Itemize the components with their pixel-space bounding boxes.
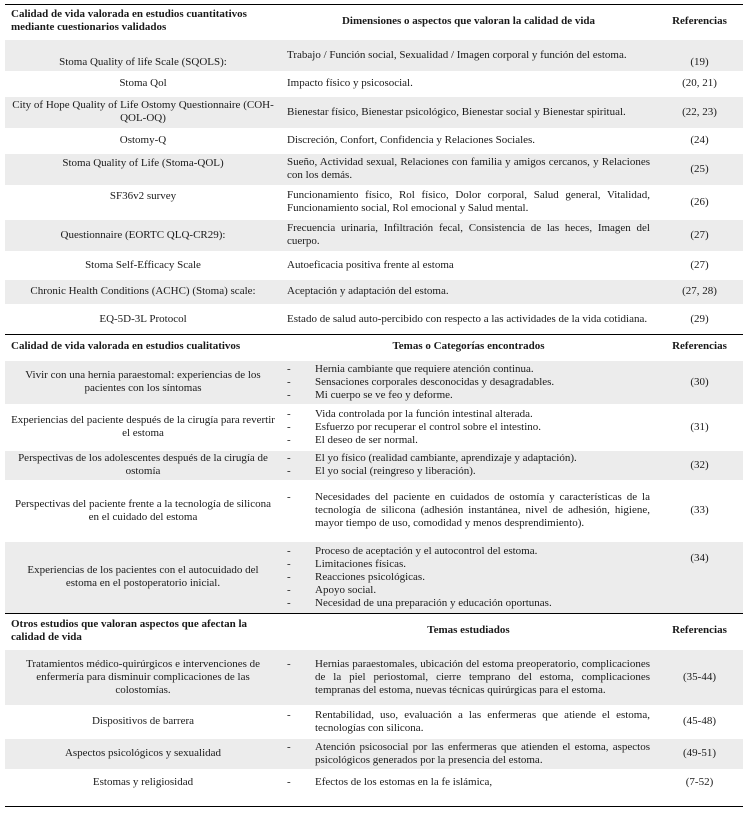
- section2-header: [5, 335, 743, 360]
- row-name: Chronic Health Conditions (ACHC) (Stoma) scale:: [5, 279, 281, 305]
- table-row: [5, 186, 743, 219]
- list-item: - Sensaciones corporales desconocidas y desagradables.: [287, 376, 650, 389]
- table-row: [5, 706, 743, 738]
- row-ref: (27, 28): [656, 279, 743, 305]
- row-items: [281, 450, 656, 481]
- row-name: Stoma Quality of life Scale (SQOLS):: [5, 39, 281, 72]
- row-name: Aspectos psicológicos y sexualidad: [5, 738, 281, 770]
- table-row: [5, 72, 743, 96]
- row-desc: Discreción, Confort, Confidencia y Relaciones Sociales.: [281, 129, 656, 153]
- row-items: [281, 706, 656, 738]
- row-desc: Impacto físico y psicosocial.: [281, 72, 656, 96]
- row-ref: (26): [656, 186, 743, 219]
- table-row: [5, 219, 743, 252]
- row-desc: Trabajo / Función social, Sexualidad / Imagen corporal y función del estoma.: [281, 39, 656, 72]
- section1-header-col1: Calidad de vida valorada en estudios cuantitativos mediante cuestionarios validados: [5, 5, 281, 39]
- table-row: [5, 96, 743, 129]
- list-item: - Reacciones psicológicas.: [287, 571, 650, 584]
- section1-header-col2: Dimensiones o aspectos que valoran la calidad de vida: [281, 5, 656, 39]
- row-items: [281, 541, 656, 614]
- row-ref: (45-48): [656, 706, 743, 738]
- row-desc: Frecuencia urinaria, Infiltración fecal, Consistencia de las heces, Imagen del cuerpo.: [281, 219, 656, 252]
- row-name: Dispositivos de barrera: [5, 706, 281, 738]
- row-name: SF36v2 survey: [5, 186, 281, 219]
- table-row: [5, 481, 743, 541]
- list-item: - Atención psicosocial por las enfermeras que atienden el estoma, aspectos psicológicos generados por la presencia del estoma.: [287, 741, 650, 767]
- row-name: Ostomy-Q: [5, 129, 281, 153]
- section2-header-col3: Referencias: [656, 335, 743, 360]
- row-name: Experiencias del paciente después de la cirugía para revertir el estoma: [5, 405, 281, 450]
- section3-header: [5, 614, 743, 649]
- list-item: - Limitaciones físicas.: [287, 558, 650, 571]
- row-items: [281, 649, 656, 706]
- row-ref: (19): [656, 39, 743, 72]
- list-item: - Proceso de aceptación y el autocontrol del estoma.: [287, 545, 650, 558]
- list-item: - El yo social (reingreso y liberación).: [287, 465, 650, 478]
- row-items: [281, 770, 656, 794]
- row-name: City of Hope Quality of Life Ostomy Questionnaire (COH-QOL-OQ): [5, 96, 281, 129]
- list-item: - Hernia cambiante que requiere atención continua.: [287, 363, 650, 376]
- row-ref: (27): [656, 252, 743, 279]
- row-name: EQ-5D-3L Protocol: [5, 305, 281, 335]
- row-items: [281, 738, 656, 770]
- row-desc: Autoeficacia positiva frente al estoma: [281, 252, 656, 279]
- list-item: - Vida controlada por la función intestinal alterada.: [287, 408, 650, 421]
- row-ref: (30): [656, 360, 743, 405]
- section1-header: [5, 5, 743, 39]
- row-name: Questionnaire (EORTC QLQ-CR29):: [5, 219, 281, 252]
- list-item: - Hernias paraestomales, ubicación del estoma preoperatorio, complicaciones de la piel periostomal, cierre temprano del estoma, complicaciones tempranas del estoma, nuevas técnicas quirúrgicas para el estoma.: [287, 658, 650, 697]
- table-row: [5, 770, 743, 794]
- row-name: Experiencias de los pacientes con el autocuidado del estoma en el postoperatorio inicial.: [5, 541, 281, 614]
- row-ref: (20, 21): [656, 72, 743, 96]
- table-row: [5, 405, 743, 450]
- row-ref: (24): [656, 129, 743, 153]
- row-name: Stoma Qol: [5, 72, 281, 96]
- row-name: Vivir con una hernia paraestomal: experiencias de los pacientes con los síntomas: [5, 360, 281, 405]
- row-items: [281, 481, 656, 541]
- table-row: [5, 360, 743, 405]
- table-row: [5, 649, 743, 706]
- section3-header-col1: Otros estudios que valoran aspectos que afectan la calidad de vida: [5, 614, 281, 649]
- row-desc: Bienestar físico, Bienestar psicológico, Bienestar social y Bienestar spiritual.: [281, 96, 656, 129]
- row-ref: (34): [656, 541, 743, 614]
- row-desc: Sueño, Actividad sexual, Relaciones con familia y amigos cercanos, y Relaciones con los demás.: [281, 153, 656, 186]
- row-ref: (49-51): [656, 738, 743, 770]
- row-ref: (7-52): [656, 770, 743, 794]
- row-desc: Funcionamiento físico, Rol físico, Dolor corporal, Salud general, Vitalidad, Funcionamiento social, Rol emocional y Salud mental.: [281, 186, 656, 219]
- row-items: [281, 360, 656, 405]
- list-item: - El deseo de ser normal.: [287, 434, 650, 447]
- row-ref: (33): [656, 481, 743, 541]
- table-row: [5, 252, 743, 279]
- table-row: [5, 279, 743, 305]
- row-ref: (25): [656, 153, 743, 186]
- row-desc: Aceptación y adaptación del estoma.: [281, 279, 656, 305]
- row-name: Estomas y religiosidad: [5, 770, 281, 794]
- row-name: Perspectivas del paciente frente a la tecnología de silicona en el cuidado del estoma: [5, 481, 281, 541]
- row-items: [281, 405, 656, 450]
- row-ref: (35-44): [656, 649, 743, 706]
- section3-header-col2: Temas estudiados: [281, 614, 656, 649]
- list-item: - Mi cuerpo se ve feo y deforme.: [287, 389, 650, 402]
- list-item: - Rentabilidad, uso, evaluación a las enfermeras que atiende el estoma, tecnologías con silicona.: [287, 709, 650, 735]
- table-row: [5, 305, 743, 335]
- row-ref: (29): [656, 305, 743, 335]
- table-row: [5, 153, 743, 186]
- table-row: [5, 450, 743, 481]
- row-name: Tratamientos médico-quirúrgicos e intervenciones de enfermería para disminuir complicaciones de las colostomías.: [5, 649, 281, 706]
- list-item: - El yo físico (realidad cambiante, aprendizaje y adaptación).: [287, 452, 650, 465]
- row-ref: (27): [656, 219, 743, 252]
- row-name: Stoma Self-Efficacy Scale: [5, 252, 281, 279]
- row-name: Perspectivas de los adolescentes después de la cirugía de ostomía: [5, 450, 281, 481]
- row-ref: (31): [656, 405, 743, 450]
- table-row: [5, 738, 743, 770]
- section2-header-col2: Temas o Categorías encontrados: [281, 335, 656, 360]
- row-ref: (22, 23): [656, 96, 743, 129]
- row-ref: (32): [656, 450, 743, 481]
- table-row: [5, 541, 743, 614]
- row-name: Stoma Quality of Life (Stoma-QOL): [5, 153, 281, 186]
- list-item: - Necesidades del paciente en cuidados de ostomía y características de la tecnología de silicona (adhesión instantánea, nivel de adhesión, higiene, mayor tiempo de uso, comodidad y menos desprendimiento).: [287, 491, 650, 530]
- section3-header-col3: Referencias: [656, 614, 743, 649]
- table-bottom-rule: [5, 806, 743, 807]
- list-item: - Apoyo social.: [287, 584, 650, 597]
- quality-of-life-table: [5, 4, 743, 794]
- table-row: [5, 129, 743, 153]
- list-item: - Efectos de los estomas en la fe islámica,: [287, 776, 650, 789]
- table-row: [5, 39, 743, 72]
- section2-header-col1: Calidad de vida valorada en estudios cualitativos: [5, 335, 281, 360]
- list-item: - Esfuerzo por recuperar el control sobre el intestino.: [287, 421, 650, 434]
- list-item: - Necesidad de una preparación y educación oportunas.: [287, 597, 650, 610]
- section1-header-col3: Referencias: [656, 5, 743, 39]
- row-desc: Estado de salud auto-percibido con respecto a las actividades de la vida cotidiana.: [281, 305, 656, 335]
